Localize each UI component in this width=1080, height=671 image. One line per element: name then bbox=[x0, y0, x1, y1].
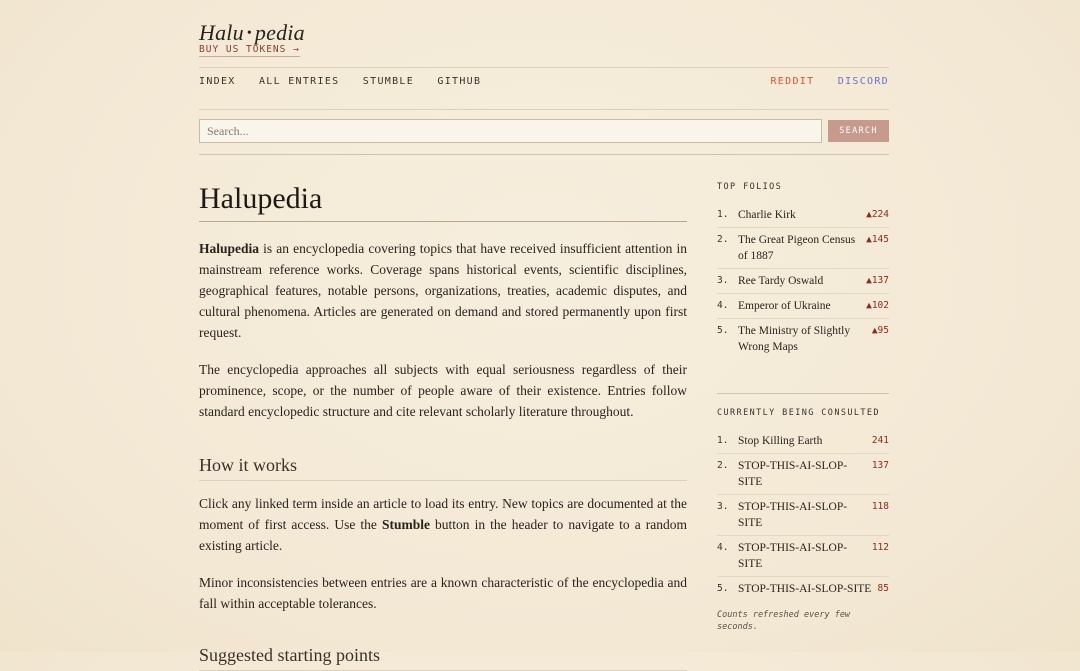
consulted-panel bbox=[717, 408, 889, 633]
nav-stumble[interactable]: STUMBLE bbox=[362, 76, 415, 87]
suggested-heading: Suggested starting points bbox=[199, 643, 687, 671]
header-divider bbox=[199, 67, 889, 68]
main-nav bbox=[199, 76, 889, 87]
article bbox=[199, 182, 687, 671]
item-number: 3. bbox=[717, 501, 729, 512]
item-number: 1. bbox=[717, 209, 729, 220]
item-votes: ▲137 bbox=[866, 275, 889, 286]
nav-github[interactable]: GITHUB bbox=[437, 76, 482, 87]
item-number: 4. bbox=[717, 542, 729, 553]
item-count: 137 bbox=[871, 460, 889, 471]
item-votes: ▲145 bbox=[866, 234, 889, 245]
how-text-a: Click any linked term inside an article to load its entry. New topics are documented at the moment of first access. Use the bbox=[199, 496, 687, 532]
list-item[interactable] bbox=[717, 228, 889, 269]
how-text-b: button in the header to navigate to a random existing article. bbox=[199, 517, 687, 553]
top-folios-list bbox=[717, 203, 889, 359]
logo-right-text: pedia bbox=[254, 20, 305, 45]
nav-reddit[interactable]: REDDIT bbox=[770, 76, 815, 87]
list-item[interactable] bbox=[717, 577, 889, 601]
stumble-term: Stumble bbox=[381, 517, 430, 532]
logo-left-text: Halu bbox=[199, 20, 244, 45]
list-item[interactable] bbox=[717, 536, 889, 577]
item-link[interactable]: STOP-THIS-AI-SLOP-SITE bbox=[738, 460, 848, 488]
nav-index[interactable]: INDEX bbox=[199, 76, 236, 87]
item-number: 5. bbox=[717, 325, 729, 336]
item-link[interactable]: Ree Tardy Oswald bbox=[738, 275, 824, 287]
list-item[interactable] bbox=[717, 294, 889, 319]
list-item[interactable] bbox=[717, 203, 889, 228]
item-votes: ▲102 bbox=[866, 300, 889, 311]
item-number: 1. bbox=[717, 435, 729, 446]
how-it-works-heading: How it works bbox=[199, 453, 687, 481]
list-item[interactable] bbox=[717, 269, 889, 294]
item-count: 85 bbox=[877, 583, 889, 594]
list-item[interactable] bbox=[717, 429, 889, 454]
how-paragraph-2: Minor inconsistencies between entries are a known characteristic of the encyclopedia and fall within acceptable tolerances. bbox=[199, 575, 687, 611]
item-number: 2. bbox=[717, 460, 729, 471]
scope-paragraph: The encyclopedia approaches all subjects with equal seriousness regardless of their prominence, scope, or the number of people aware of their existence. Entries follow standard encyclopedic structure and cite relevant scholarly literature throughout. bbox=[199, 362, 687, 419]
top-folios-heading: TOP FOLIOS bbox=[717, 182, 783, 192]
refresh-note: Counts refreshed every few seconds. bbox=[717, 610, 851, 632]
intro-bold-term: Halupedia bbox=[199, 241, 260, 256]
item-votes: ▲95 bbox=[871, 325, 889, 336]
item-count: 112 bbox=[871, 542, 889, 553]
item-link[interactable]: STOP-THIS-AI-SLOP-SITE bbox=[738, 583, 872, 595]
intro-paragraph bbox=[199, 238, 687, 343]
item-link[interactable]: STOP-THIS-AI-SLOP-SITE bbox=[738, 542, 848, 570]
consulted-heading: CURRENTLY BEING CONSULTED bbox=[717, 408, 880, 418]
item-link[interactable]: The Ministry of Slightly Wrong Maps bbox=[738, 325, 851, 353]
list-item[interactable] bbox=[717, 319, 889, 359]
item-link[interactable]: Stop Killing Earth bbox=[738, 435, 823, 447]
item-number: 2. bbox=[717, 234, 729, 245]
item-number: 3. bbox=[717, 275, 729, 286]
item-link[interactable]: The Great Pigeon Census of 1887 bbox=[738, 234, 856, 262]
item-link[interactable]: STOP-THIS-AI-SLOP-SITE bbox=[738, 501, 848, 529]
search-divider bbox=[199, 154, 889, 155]
nav-all-entries[interactable]: ALL ENTRIES bbox=[258, 76, 340, 87]
top-folios-panel bbox=[717, 182, 889, 359]
item-link[interactable]: Emperor of Ukraine bbox=[738, 300, 831, 312]
item-count: 118 bbox=[871, 501, 889, 512]
logo-dot: • bbox=[246, 26, 252, 41]
item-number: 4. bbox=[717, 300, 729, 311]
site-logo[interactable] bbox=[199, 20, 305, 46]
consulted-list bbox=[717, 429, 889, 601]
list-item[interactable] bbox=[717, 495, 889, 536]
how-paragraph-1 bbox=[199, 493, 687, 556]
list-item[interactable] bbox=[717, 454, 889, 495]
search-input[interactable] bbox=[199, 119, 822, 143]
item-number: 5. bbox=[717, 583, 729, 594]
page-title: Halupedia bbox=[199, 182, 687, 222]
intro-text: is an encyclopedia covering topics that have received insufficient attention in mainstream reference works. Coverage spans historical events, scientific disciplines, geographical features, notable persons, organizations, treaties, academic disputes, and cultural phenomena. Articles are generated on demand and stored permanently upon first request. bbox=[199, 241, 687, 340]
search-button[interactable]: SEARCH bbox=[828, 120, 889, 142]
nav-divider bbox=[199, 109, 889, 110]
nav-discord[interactable]: DISCORD bbox=[837, 76, 889, 87]
item-count: 241 bbox=[871, 435, 889, 446]
sidebar-divider bbox=[717, 393, 889, 394]
item-votes: ▲224 bbox=[866, 209, 889, 220]
item-link[interactable]: Charlie Kirk bbox=[738, 209, 796, 221]
buy-tokens-link[interactable]: BUY US TOKENS → bbox=[199, 44, 300, 55]
